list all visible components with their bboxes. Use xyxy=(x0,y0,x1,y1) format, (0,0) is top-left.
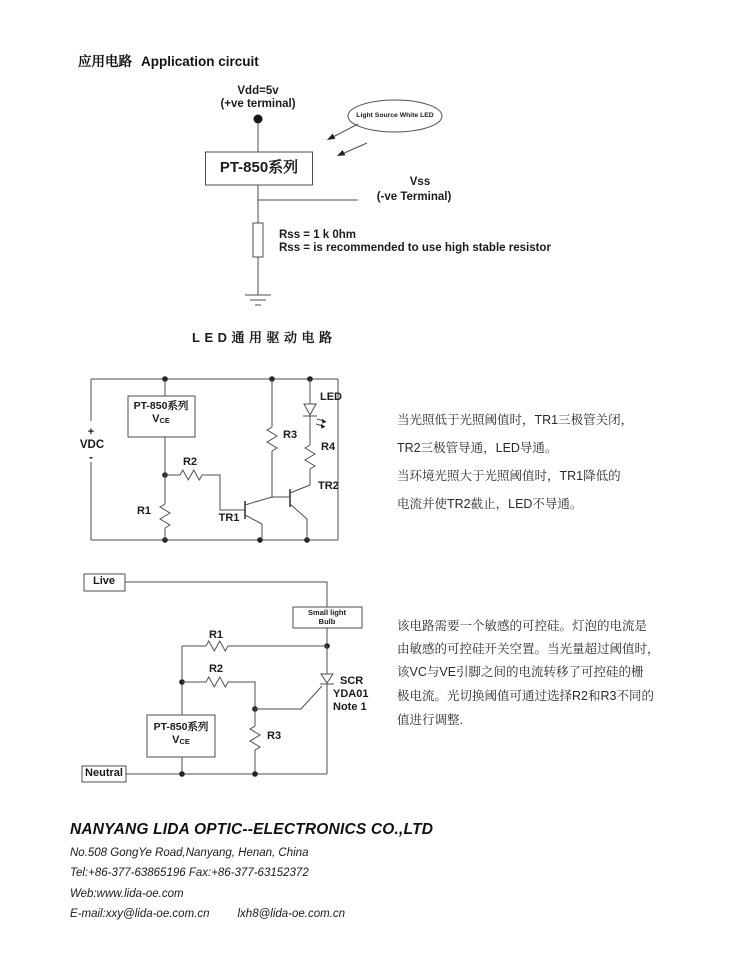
pt850-label-2: PT-850系列 xyxy=(133,400,189,412)
vss-label: Vss xyxy=(409,176,431,188)
circuit2-desc-line: TR2三极管导通，LED导通。 xyxy=(397,441,558,455)
r3-resistor-3 xyxy=(250,726,260,750)
vce-label-3 xyxy=(172,734,190,747)
terminal-dot xyxy=(254,115,263,124)
vce-sub: CE xyxy=(159,416,170,425)
page-title-en: Application circuit xyxy=(141,54,259,69)
r1-resistor-2 xyxy=(160,504,170,528)
neutral-label: Neutral xyxy=(85,767,123,779)
led-symbol xyxy=(304,404,316,415)
ground-symbol xyxy=(245,295,271,305)
circuit3-desc-line: 极电流。光切换阈值可通过选择R2和R3不同的 xyxy=(397,689,654,703)
vdc-label: VDC xyxy=(79,439,105,451)
company-telfax: Tel:+86-377-63865196 Fax:+86-377-63152372 xyxy=(70,867,309,879)
vce-sub: CE xyxy=(179,737,190,746)
email-primary: E-mail:xxy@lida-oe.com.cn xyxy=(70,908,210,920)
vss-terminal-label: (-ve Terminal) xyxy=(376,191,452,203)
scr-label: SCR xyxy=(340,675,364,687)
page-title-zh: 应用电路 xyxy=(78,54,132,69)
scr-note-label: Note 1 xyxy=(333,701,367,713)
r2-label-3: R2 xyxy=(208,663,224,675)
live-label: Live xyxy=(92,575,116,587)
circuit3-desc-line: 该电路需要一个敏感的可控硅。灯泡的电流是 xyxy=(397,619,648,633)
circuit2-desc-line: 电流并使TR2截止，LED不导通。 xyxy=(397,497,583,511)
r3-resistor-2 xyxy=(267,427,277,451)
vdd-label: Vdd=5v xyxy=(237,85,279,97)
bulb-label-1: Small light xyxy=(308,608,346,617)
vce-v: V xyxy=(172,734,180,746)
email-secondary: lxh8@lida-oe.com.cn xyxy=(237,908,346,920)
r2-label-2: R2 xyxy=(182,456,198,468)
pt850-label-1: PT-850系列 xyxy=(219,159,299,176)
company-email xyxy=(70,908,345,921)
company-web: Web:www.lida-oe.com xyxy=(70,888,184,900)
vdc-plus-label: + xyxy=(87,426,95,438)
light-arrows xyxy=(331,124,367,154)
rss-resistor xyxy=(253,223,263,257)
tr1-label: TR1 xyxy=(218,512,240,524)
circuit2-desc-line: 当环境光照大于光照阈值时，TR1降低的 xyxy=(397,469,621,483)
circuit3-desc-line: 该VC与VE引脚之间的电流转移了可控硅的栅 xyxy=(397,665,644,679)
circuit2-title: LED通用驱动电路 xyxy=(192,330,337,345)
r1-label-2: R1 xyxy=(136,505,152,517)
vdc-minus-label: - xyxy=(89,450,93,464)
r3-label-3: R3 xyxy=(267,730,282,742)
r1-resistor-3 xyxy=(206,641,228,651)
r1-label-3: R1 xyxy=(208,629,224,641)
pt850-label-3: PT-850系列 xyxy=(153,721,209,733)
circuit2-desc-line: 当光照低于光照阈值时，TR1三极管关闭， xyxy=(397,413,634,427)
light-source-label: Light Source White LED xyxy=(356,112,434,119)
rss-note-label: Rss = is recommended to use high stable resistor xyxy=(279,242,551,254)
scr-symbol xyxy=(321,674,333,683)
vdd-terminal-label: (+ve terminal) xyxy=(220,98,296,110)
r2-resistor-3 xyxy=(206,677,228,687)
bulb-label-2: Bulb xyxy=(318,617,336,626)
r4-label-2: R4 xyxy=(321,441,336,453)
company-address: No.508 GongYe Road,Nanyang, Henan, China xyxy=(70,847,309,859)
vce-v: V xyxy=(152,413,160,425)
rss-value-label: Rss = 1 k 0hm xyxy=(279,229,357,241)
r3-label-2: R3 xyxy=(283,429,298,441)
led-label: LED xyxy=(320,391,342,403)
tr2-label: TR2 xyxy=(318,480,339,492)
vce-label-2 xyxy=(152,413,170,426)
company-name: NANYANG LIDA OPTIC--ELECTRONICS CO.,LTD xyxy=(70,821,434,838)
page-title xyxy=(78,54,268,70)
r2-resistor-2 xyxy=(180,470,202,480)
r4-resistor-2 xyxy=(305,445,315,469)
scr-model-label: YDA01 xyxy=(333,688,369,700)
circuit3-desc-line: 值进行调整. xyxy=(397,713,463,727)
circuit3-desc-line: 由敏感的可控硅开关空置。当光量超过阈值时， xyxy=(397,642,660,656)
